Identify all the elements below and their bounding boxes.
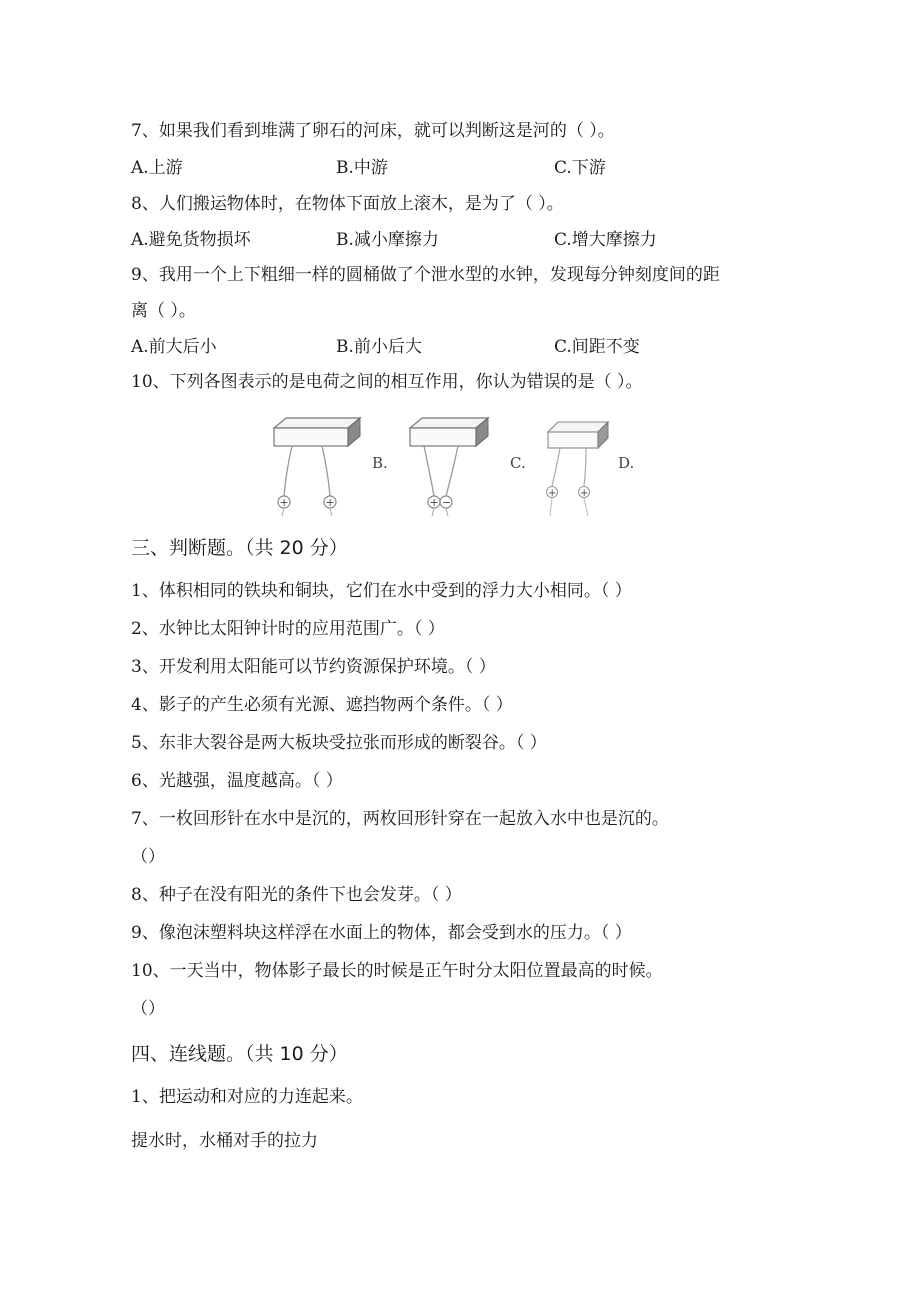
panel-a	[274, 418, 360, 516]
figure-label-c: C.	[510, 454, 526, 472]
question-10-text: 10、下列各图表示的是电荷之间的相互作用，你认为错误的是（ ）。	[131, 372, 643, 392]
question-8-option-a: A.避免货物损坏	[131, 230, 251, 250]
question-9-text-line-1: 9、我用一个上下粗细一样的圆桶做了个泄水型的水钟，发现每分钟刻度间的距	[131, 265, 720, 285]
judge-item-10-answer: （）	[131, 999, 165, 1019]
section-4-title: 四、连线题。（共 10 分）	[131, 1043, 348, 1065]
charge-b1: +	[429, 496, 439, 509]
judge-item-6: 6、光越强，温度越高。（ ）	[131, 771, 343, 791]
charge-d1: +	[548, 488, 557, 499]
question-9-option-b: B.前小后大	[336, 337, 422, 357]
question-7-option-b: B.中游	[336, 158, 388, 178]
matching-left-item: 提水时，水桶对手的拉力	[131, 1131, 318, 1151]
section-3-title: 三、判断题。（共 20 分）	[131, 537, 348, 559]
judge-item-3: 3、开发利用太阳能可以节约资源保护环境。（ ）	[131, 657, 496, 677]
charge-d2: +	[580, 488, 589, 499]
judge-item-10: 10、一天当中，物体影子最长的时候是正午时分太阳位置最高的时候。	[131, 961, 663, 981]
judge-item-7: 7、一枚回形针在水中是沉的，两枚回形针穿在一起放入水中也是沉的。	[131, 809, 669, 829]
figure-label-d: D.	[618, 454, 635, 472]
judge-item-8: 8、种子在没有阳光的条件下也会发芽。（ ）	[131, 885, 462, 905]
question-7-text: 7、如果我们看到堆满了卵石的河床，就可以判断这是河的（ ）。	[131, 121, 615, 141]
judge-item-2: 2、水钟比太阳钟计时的应用范围广。（ ）	[131, 619, 445, 639]
matching-item-1: 1、把运动和对应的力连起来。	[131, 1087, 363, 1107]
question-8-option-c: C.增大摩擦力	[554, 230, 657, 250]
judge-item-4: 4、影子的产生必须有光源、遮挡物两个条件。（ ）	[131, 695, 513, 715]
question-7-option-c: C.下游	[554, 158, 606, 178]
figure-label-b: B.	[372, 454, 388, 472]
panel-b	[410, 418, 488, 516]
charge-interaction-figure	[262, 412, 662, 520]
judge-item-5: 5、东非大裂谷是两大板块受拉张而形成的断裂谷。（ ）	[131, 733, 547, 753]
judge-item-9: 9、像泡沫塑料块这样浮在水面上的物体，都会受到水的压力。（ ）	[131, 923, 632, 943]
judge-item-1: 1、体积相同的铁块和铜块，它们在水中受到的浮力大小相同。（ ）	[131, 581, 632, 601]
question-9-option-a: A.前大后小	[131, 337, 217, 357]
charge-a1: +	[279, 496, 289, 509]
question-9-option-c: C.间距不变	[554, 337, 640, 357]
question-8-text: 8、人们搬运物体时，在物体下面放上滚木，是为了（ ）。	[131, 194, 564, 214]
question-7-option-a: A.上游	[131, 158, 183, 178]
question-8-option-b: B.减小摩擦力	[336, 230, 439, 250]
charge-a2: +	[325, 496, 335, 509]
panel-d	[547, 422, 609, 516]
judge-item-7-answer: （）	[131, 847, 165, 867]
question-9-text-line-2: 离（ ）。	[131, 301, 196, 321]
charge-b2: −	[442, 496, 452, 509]
